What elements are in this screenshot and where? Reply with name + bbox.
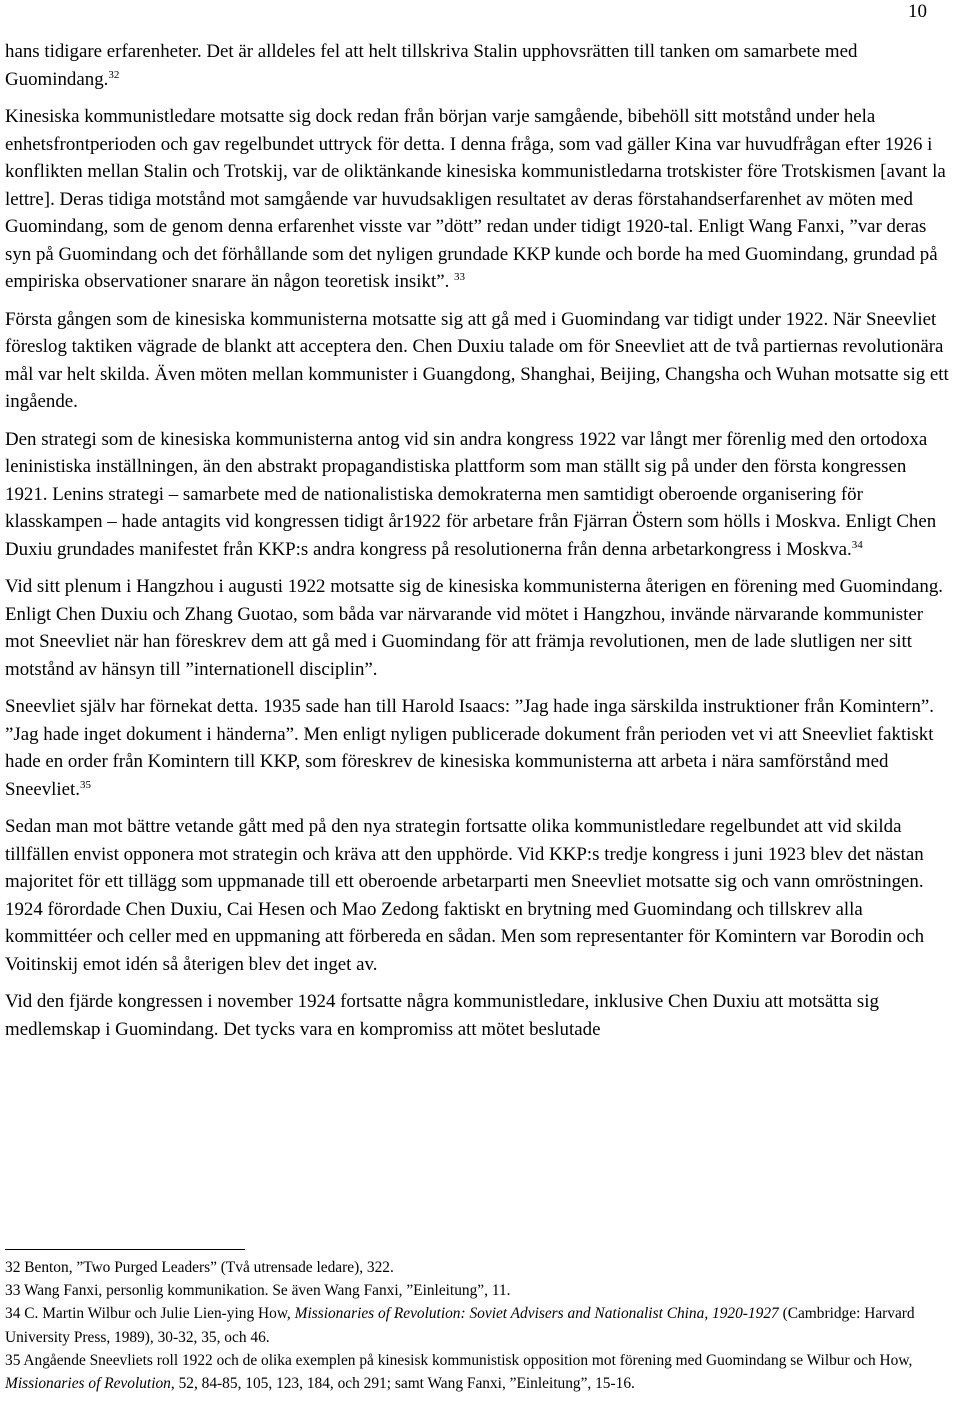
footnote-34 [5,1302,953,1348]
paragraph-7 [5,813,953,978]
paragraph-6 [5,693,953,803]
footnote-text: 34 C. Martin Wilbur och Julie Lien-ying How, [5,1305,295,1323]
paragraph-5 [5,573,953,683]
paragraph-text: Kinesiska kommunistledare motsatte sig dock redan från början varje samgående, bibehöll sitt motstånd under hela enhetsfrontperioden och gav regelbundet uttryck för detta. I denna fråga, som vad gäller Kina var huvudfrågan efter 1926 i konflikten mellan Stalin och Trotskij, var de oliktänkande kinesiska kommunistledarna trotskister före Trotskismen [avant la lettre]. Deras tidiga motstånd mot samgående var huvudsakligen resultatet av deras förstahandserfarenhet av möten med Guomindang, som de genom denna erfarenhet visste var ”dött” redan under tidigt 1920-tal. Enligt Wang Fanxi, ”var deras syn på Guomindang och det förhållande som det nyligen grundade KKP kunde och borde ha med Guomindang, grundad på empiriska observationer snarare än någon teoretisk insikt”. [5,106,946,292]
paragraph-text: Sneevliet själv har förnekat detta. 1935 sade han till Harold Isaacs: ”Jag hade inga särskilda instruktioner från Komintern”. ”Jag hade inget dokument i händerna”. Men enligt nyligen publicerade dokument från perioden vet vi att Sneevliet faktiskt hade en order från Komintern till KKP, som föreskrev de kinesiska kommunisterna att arbeta i nära samförstånd med Sneevliet. [5,696,935,800]
body-text [5,38,953,1053]
footnote-ref-32: 32 [108,68,120,81]
footnote-book-title: Missionaries of Revolution [5,1375,171,1393]
footnote-text: , 52, 84-85, 105, 123, 184, och 291; samt Wang Fanxi, ”Einleitung”, 15-16. [170,1375,635,1393]
footnote-ref-34: 34 [851,538,863,551]
footnote-ref-35: 35 [80,778,92,791]
footnote-35 [5,1349,953,1395]
paragraph-text: Vid sitt plenum i Hangzhou i augusti 1922 motsatte sig de kinesiska kommunisterna återigen en förening med Guomindang. Enligt Chen Duxiu och Zhang Guotao, som båda var närvarande vid mötet i Hangzhou, invände närvarande kommunister mot Sneevliet när han föreskrev dem att gå med i Guomindang för att främja revolutionen, men de lade slutligen ner sitt motstånd av hänsyn till ”internationell disciplin”. [5,576,943,680]
footnote-separator [5,1249,245,1250]
footnote-text: 35 Angående Sneevliets roll 1922 och de olika exemplen på kinesisk kommunistisk opposition mot förening med Guomindang se Wilbur och How, [5,1351,913,1369]
footnote-book-title: Missionaries of Revolution: Soviet Advisers and Nationalist China, 1920-1927 [294,1305,779,1323]
footnote-32: 32 Benton, ”Two Purged Leaders” (Två utrensade ledare), 322. [5,1259,394,1276]
footnotes [5,1256,953,1395]
footnote-ref-33: 33 [454,271,466,283]
paragraph-8 [5,988,953,1043]
page-number: 10 [908,1,927,22]
paragraph-text: hans tidigare erfarenheter. Det är alldeles fel att helt tillskriva Stalin upphovsrätten till tanken om samarbete med Guomindang. [5,41,858,90]
paragraph-3 [5,306,953,416]
footnote-33: 33 Wang Fanxi, personlig kommunikation. Se även Wang Fanxi, ”Einleitung”, 11. [5,1282,511,1300]
footnote-text: (Cambridge: Harvard University Press, 1989), 30-32, 35, och 46. [5,1305,915,1346]
paragraph-1 [5,38,953,93]
paragraph-text: Första gången som de kinesiska kommunisterna motsatte sig att gå med i Guomindang var tidigt under 1922. När Sneevliet föreslog taktiken vägrade de blankt att acceptera den. Chen Duxiu talade om för Sneevliet att de två partiernas revolutionära mål var helt skilda. Även möten mellan kommunister i Guangdong, Shanghai, Beijing, Changsha och Wuhan motsatte sig ett ingående. [5,308,949,412]
paragraph-text: Sedan man mot bättre vetande gått med på den nya strategin fortsatte olika kommunistledare regelbundet att vid skilda tillfällen envist opponera mot strategin och kräva att den upphörde. Vid KKP:s tredje kongress i juni 1923 blev det nästan majoritet för ett tillägg som uppmanade till ett oberoende arbetarparti men Sneevliet motsatte sig och vann omröstningen. 1924 förordade Chen Duxiu, Cai Hesen och Mao Zedong faktiskt en brytning med Guomindang och tillskrev alla kommittéer och celler med en uppmaning att förbereda en sådan. Men som representanter för Komintern var Borodin och Voitinskij emot idén så återigen blev det inget av. [5,816,925,975]
paragraph-2 [5,103,953,296]
paragraph-4 [5,426,953,564]
paragraph-text: Den strategi som de kinesiska kommunisterna antog vid sin andra kongress 1922 var långt mer förenlig med den ortodoxa leninistiska inställningen, än den abstrakt propagandistiska plattform som man ställt sig på under den första kongressen 1921. Lenins strategi – samarbete med de nationalistiska demokraterna men samtidigt oberoende organisering för klasskampen – hade antagits vid kongressen tidigt år1922 för arbetare från Fjärran Östern som hölls i Moskva. Enligt Chen Duxiu grundades manifestet från KKP:s andra kongress på resolutionerna från denna arbetarkongress i Moskva. [5,428,937,560]
paragraph-text: Vid den fjärde kongressen i november 1924 fortsatte några kommunistledare, inklusive Chen Duxiu att motsätta sig medlemskap i Guomindang. Det tycks vara en kompromiss att mötet beslutade [5,991,879,1040]
